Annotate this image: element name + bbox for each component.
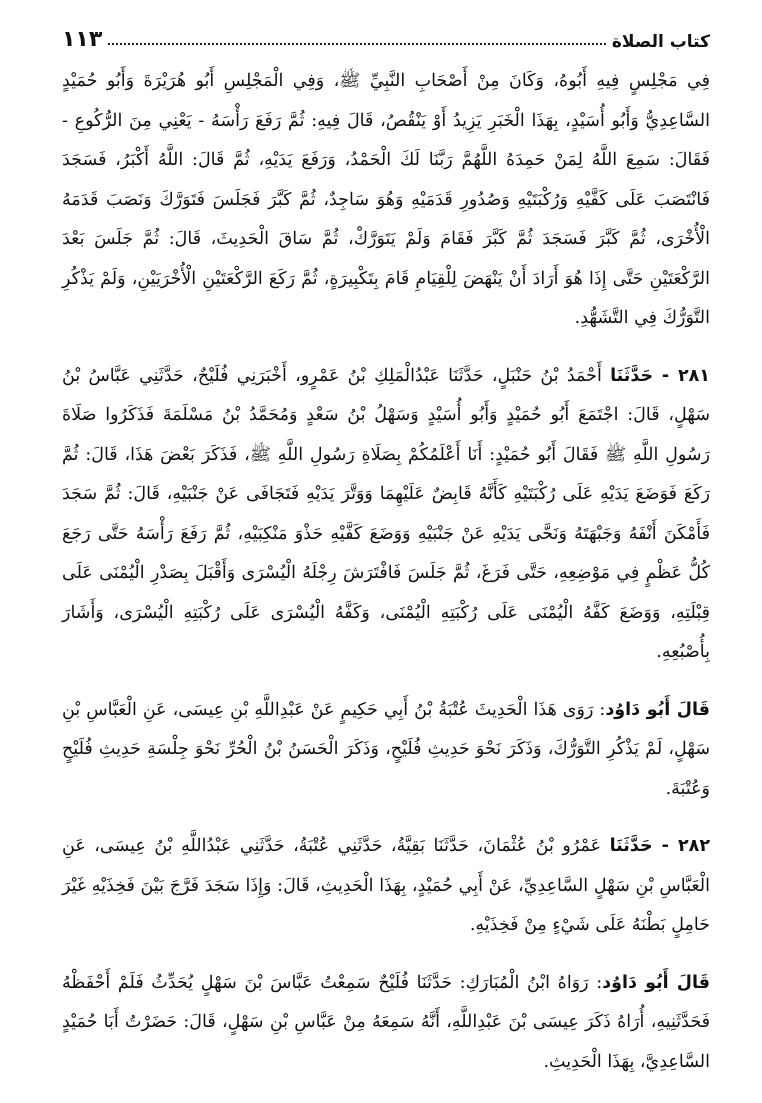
hadith-number-lead: ٢٨٢ - حَدَّثَنَا [609,836,710,856]
page-header [62,18,710,52]
paragraph-text: عَمْرُو بْنُ عُثْمَانَ، حَدَّثَنَا بَقِيَّةُ، حَدَّثَنِي عُتْبَةُ، حَدَّثَنِي عَبْدُاللَّهِ بْنُ عِيسَى، عَنِ الْعَبَّاسِ بْنِ سَهْلٍ السَّاعِدِيِّ، عَنْ أَبِي حُمَيْدٍ، بِهَذَا الْحَدِيثِ، قَالَ: وَإِذَا سَجَدَ فَرَّجَ بَيْنَ فَخِذَيْهِ غَيْرَ حَامِلٍ بَطْنَهُ عَلَى شَيْءٍ مِنْ فَخِذَيْهِ. [62,836,710,935]
comment-lead: قَالَ أَبُو دَاوُد [605,699,710,720]
hadith-number-lead: ٢٨١ - حَدَّثَنَا [610,365,710,386]
hadith-282 [62,827,710,946]
chapter-title: كتاب الصلاة [611,32,710,52]
header-dotted-leader [108,43,606,45]
paragraph [62,62,710,339]
hadith-281 [62,357,710,673]
abu-dawud-comment: قَالَ أَبُو دَاوُد: رَوَاهُ ابْنُ الْمُبَارَكِ: حَدَّثَنَا فُلَيْحٌ سَمِعْتُ عَبَّاسَ بْنَ سَهْلٍ يُحَدِّثُ فَلَمْ أَحْفَظْهُ فَحَدَّثَنِيهِ، أُرَاهُ ذَكَرَ عِيسَى بْنَ عَبْدِاللَّهِ، أَنَّهُ سَمِعَهُ مِنْ عَبَّاسِ بْنِ سَهْلٍ، قَالَ: حَضَرْتُ أَبَا حُمَيْدٍ السَّاعِدِيَّ، بِهَذَا الْحَدِيثِ. [62,972,710,1072]
comment-lead: قَالَ أَبُو دَاوُد [602,972,710,993]
page-number: ١١٣ [62,27,103,52]
paragraph-text: رَوَاهُ ابْنُ الْمُبَارَكِ: حَدَّثَنَا فُلَيْحٌ سَمِعْتُ عَبَّاسَ بْنَ سَهْلٍ يُحَدِّثُ فَلَمْ أَحْفَظْهُ فَحَدَّثَنِيهِ، أُرَاهُ ذَكَرَ عِيسَى بْنَ عَبْدِاللَّهِ، أَنَّهُ سَمِعَهُ مِنْ عَبَّاسِ بْنِ سَهْلٍ، قَالَ: حَضَرْتُ أَبَا حُمَيْدٍ السَّاعِدِيَّ، بِهَذَا الْحَدِيثِ. [62,972,710,1072]
page [62,18,710,1100]
paragraph-text: أَحْمَدُ بْنُ حَنْبَلٍ، حَدَّثَنَا عَبْدُالْمَلِكِ بْنُ عَمْرٍو، أَخْبَرَنِي فُلَيْحٌ، حَدَّثَنِي عَبَّاسُ بْنُ سَهْلٍ، قَالَ: اجْتَمَعَ أَبُو حُمَيْدٍ وَأَبُو أُسَيْدٍ وَسَهْلُ بْنُ سَعْدٍ وَمُحَمَّدُ بْنُ مَسْلَمَةَ فَذَكَرُوا صَلَاةَ رَسُولِ اللَّهِ ﷺ فَقَالَ أَبُو حُمَيْدٍ: أَنَا أَعْلَمُكُمْ بِصَلَاةِ رَسُولِ اللَّهِ ﷺ، فَذَكَرَ بَعْضَ هَذَا، قَالَ: ثُمَّ رَكَعَ فَوَضَعَ يَدَيْهِ عَلَى رُكْبَتَيْهِ كَأَنَّهُ قَابِضٌ عَلَيْهِمَا وَوَتَّرَ يَدَيْهِ فَتَجَافَى عَنْ جَنْبَيْهِ، قَالَ: ثُمَّ سَجَدَ فَأَمْكَنَ أَنْفَهُ وَجَبْهَتَهُ وَنَحَّى يَدَيْهِ عَنْ جَنْبَيْهِ وَوَضَعَ كَفَّيْهِ حَذْوَ مَنْكِبَيْهِ، ثُمَّ رَفَعَ رَأْسَهُ حَتَّى رَجَعَ كُلُّ عَظْمٍ فِي مَوْضِعِهِ، حَتَّى فَرَغَ، ثُمَّ جَلَسَ فَافْتَرَشَ رِجْلَهُ الْيُسْرَى وَأَقْبَلَ بِصَدْرِ الْيُمْنَى عَلَى قِبْلَتِهِ، وَوَضَعَ كَفَّهُ الْيُمْنَى عَلَى رُكْبَتِهِ الْيُمْنَى، وَكَفَّهُ الْيُسْرَى عَلَى رُكْبَتِهِ الْيُسْرَى، وَأَشَارَ بِأُصْبُعِهِ. [62,365,710,662]
paragraph-text: فِي مَجْلِسٍ فِيهِ أَبُوهُ، وَكَانَ مِنْ أَصْحَابِ النَّبِيِّ ﷺ، وَفِي الْمَجْلِسِ أَبُو هُرَيْرَةَ وَأَبُو حُمَيْدٍ السَّاعِدِيُّ وَأَبُو أُسَيْدٍ، بِهَذَا الْخَبَرِ يَزِيدُ أَوْ يَنْقُصُ، قَالَ فِيهِ: ثُمَّ رَفَعَ رَأْسَهُ - يَعْنِي مِنَ الرُّكُوعِ - فَقَالَ: سَمِعَ اللَّهُ لِمَنْ حَمِدَهُ اللَّهُمَّ رَبَّنَا لَكَ الْحَمْدُ، وَرَفَعَ يَدَيْهِ، ثُمَّ قَالَ: اللَّهُ أَكْبَرُ، فَسَجَدَ فَانْتَصَبَ عَلَى كَفَّيْهِ وَرُكْبَتَيْهِ وَصُدُورِ قَدَمَيْهِ وَهُوَ سَاجِدٌ، ثُمَّ كَبَّرَ فَجَلَسَ فَتَوَرَّكَ وَنَصَبَ قَدَمَهُ الْأُخْرَى، ثُمَّ كَبَّرَ فَسَجَدَ ثُمَّ كَبَّرَ فَقَامَ وَلَمْ يَتَوَرَّكْ، ثُمَّ سَاقَ الْحَدِيثَ، قَالَ: ثُمَّ جَلَسَ بَعْدَ الرَّكْعَتَيْنِ حَتَّى إِذَا هُوَ أَرَادَ أَنْ يَنْهَضَ لِلْقِيَامِ قَامَ بِتَكْبِيرَةٍ، ثُمَّ رَكَعَ الرَّكْعَتَيْنِ الْأُخْرَيَيْنِ، وَلَمْ يَذْكُرِ التَّوَرُّكَ فِي التَّشَهُّدِ. [62,71,710,328]
paragraph-text: رَوَى هَذَا الْحَدِيثَ عُتْبَةُ بْنُ أَبِي حَكِيمٍ عَنْ عَبْدِاللَّهِ بْنِ عِيسَى، عَنِ الْعَبَّاسِ بْنِ سَهْلٍ، لَمْ يَذْكُرِ التَّوَرُّكَ، وَذَكَرَ نَحْوَ حَدِيثِ فُلَيْحٍ، وَذَكَرَ الْحَسَنُ بْنُ الْحُرِّ نَحْوَ جِلْسَةِ حَدِيثِ فُلَيْحٍ وَعُتْبَةَ. [62,699,710,799]
abu-dawud-comment: قَالَ أَبُو دَاوُد: رَوَى هَذَا الْحَدِيثَ عُتْبَةُ بْنُ أَبِي حَكِيمٍ عَنْ عَبْدِاللَّهِ بْنِ عِيسَى، عَنِ الْعَبَّاسِ بْنِ سَهْلٍ، لَمْ يَذْكُرِ التَّوَرُّكَ، وَذَكَرَ نَحْوَ حَدِيثِ فُلَيْحٍ، وَذَكَرَ الْحَسَنُ بْنُ الْحُرِّ نَحْوَ جِلْسَةِ حَدِيثِ فُلَيْحٍ وَعُتْبَةَ. [62,699,710,799]
